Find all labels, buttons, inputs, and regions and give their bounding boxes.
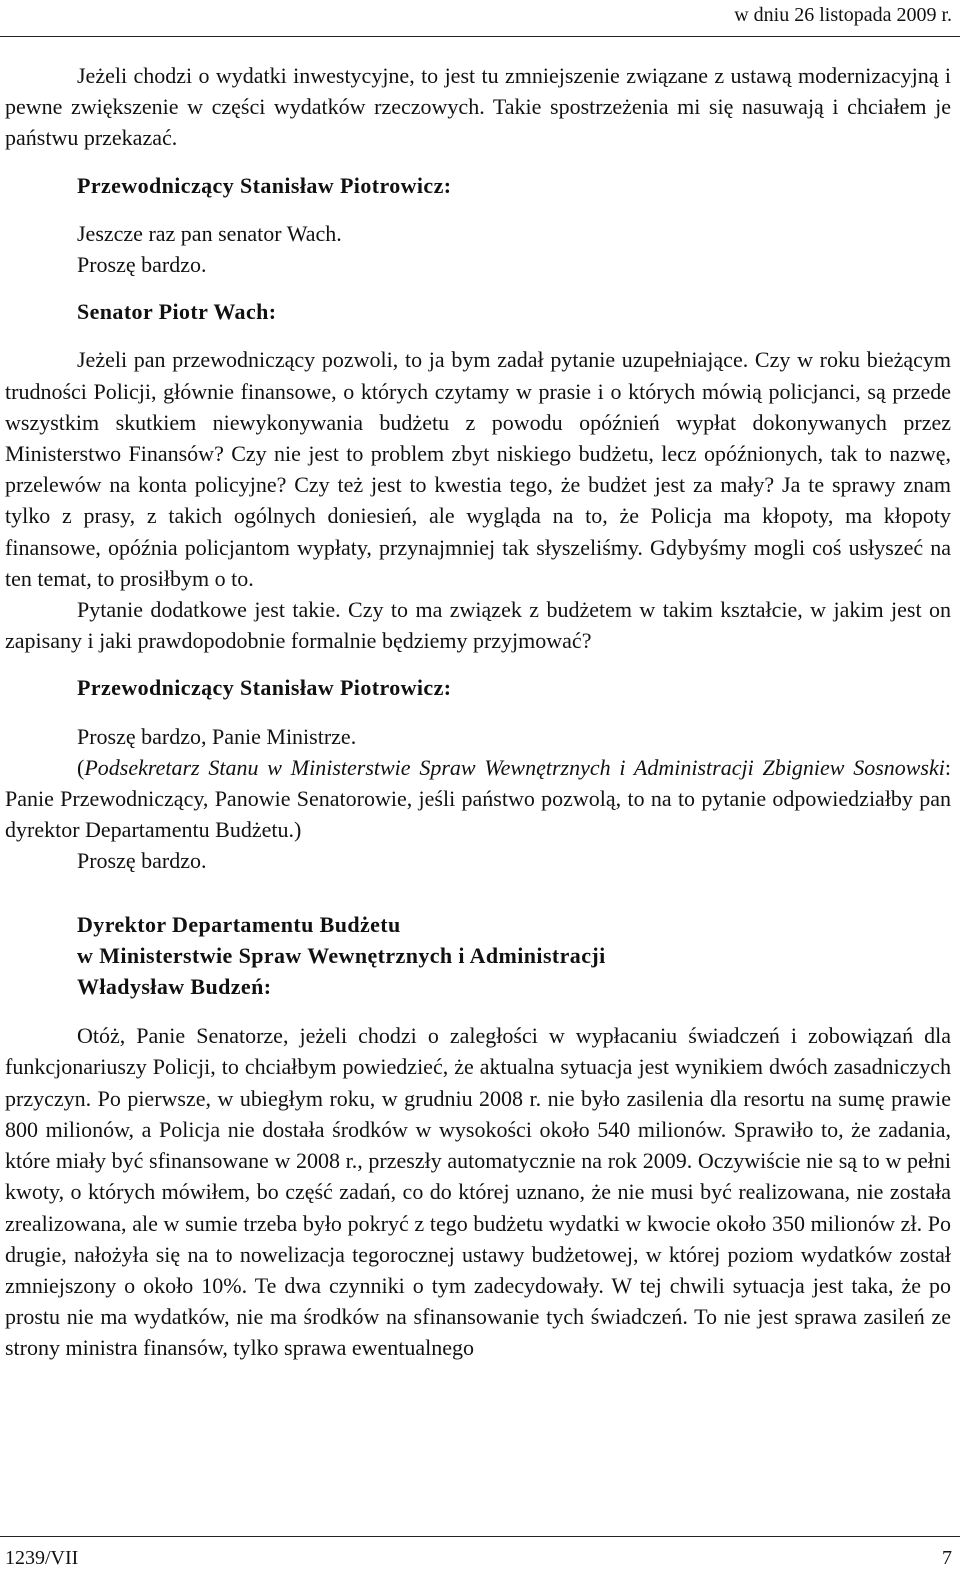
paragraph: Jeszcze raz pan senator Wach.: [77, 220, 342, 246]
paren-open: (: [77, 754, 85, 780]
paragraph: Proszę bardzo.: [77, 252, 207, 278]
speaker-heading: Senator Piotr Wach:: [77, 299, 277, 325]
paragraph-stage-direction: [5, 752, 951, 846]
speaker-heading: Przewodniczący Stanisław Piotrowicz:: [77, 675, 452, 701]
page-number: 7: [942, 1547, 952, 1569]
stage-direction-text: : Panie Przewodniczący, Panowie Senatorowie, jeśli państwo pozwolą, to na to pytanie odpowiedziałby pan dyrektor Departamentu Budżetu.): [5, 754, 951, 843]
document-number: 1239/VII: [5, 1547, 79, 1569]
page-footer: [0, 1536, 960, 1573]
paragraph: Jeżeli chodzi o wydatki inwestycyjne, to jest tu zmniejszenie związane z ustawą modernizacyjną i pewne zwiększenie w części wydatków rzeczowych. Takie spostrzeżenia mi się nasuwają i chciałem je państwu przekazać.: [5, 63, 951, 151]
document-body: [5, 60, 951, 1364]
paragraph: Jeżeli pan przewodniczący pozwoli, to ja bym zadał pytanie uzupełniające. Czy w roku bieżącym trudności Policji, głównie finansowe, o których czytamy w prasie i o których mówią policjanci, są przede wszystkim skutkiem niewykonywania budżetu z powodu opóźnień wypłat dokonywanych przez Ministerstwo Finansów? Czy nie jest to problem zbyt niskiego budżetu, lecz opóźnionych, tak to nazwę, przelewów na konta policyjne? Czy też jest to kwestia tego, że budżet jest za mały? Ja te sprawy znam tylko z prasy, z takich ogólnych doniesień, ale wygląda na to, że Policja ma kłopoty, ma kłopoty finansowe, opóźnia policjantom wypłaty, przynajmniej tak słyszeliśmy. Gdybyśmy mogli coś usłyszeć na ten temat, to prosiłbym o to.: [5, 347, 951, 591]
speaker-heading-line: w Ministerstwie Spraw Wewnętrznych i Administracji: [77, 942, 606, 968]
speaker-heading-line: Władysław Budzeń:: [77, 974, 272, 1000]
page-header: [0, 0, 960, 37]
paragraph: Otóż, Panie Senatorze, jeżeli chodzi o zaległości w wypłacaniu świadczeń i zobowiązań dla funkcjonariuszy Policji, to chciałbym powiedzieć, że aktualna sytuacja jest wynikiem dwóch zasadniczych przyczyn. Po pierwsze, w ubiegłym roku, w grudniu 2008 r. nie było zasilenia dla resortu na sumę prawie 800 milionów, a Policja nie dostała środków w wysokości około 540 milionów. Sprawiło to, że zadania, które miały być sfinansowane w 2008 r., przeszły automatycznie na rok 2009. Oczywiście nie są to w pełni kwoty, o których mówiłem, bo część zadań, co do której uznano, że nie musi być realizowana, nie została zrealizowana, ale w sumie trzeba było pokryć z tego budżetu wydatki w kwocie około 350 milionów zł. Po drugie, nałożyła się na to nowelizacja tegorocznej ustawy budżetowej, w której poziom wydatków został zmniejszony o około 10%. Te dwa czynniki o tym zadecydowały. W tej chwili sytuacja jest taka, że po prostu nie ma wydatków, nie ma środków na sfinansowanie tych świadczeń. To nie jest sprawa zasileń ze strony ministra finansów, tylko sprawa ewentualnego: [5, 1023, 951, 1361]
speaker-heading: [5, 909, 951, 1003]
header-date: w dniu 26 listopada 2009 r.: [734, 4, 952, 26]
paragraph: Proszę bardzo, Panie Ministrze.: [77, 723, 357, 749]
speaker-role-italic: Podsekretarz Stanu w Ministerstwie Spraw Wewnętrznych i Administracji Zbigniew Sosnowski: [84, 754, 945, 780]
paragraph: Pytanie dodatkowe jest takie. Czy to ma związek z budżetem w takim kształcie, w jakim jest on zapisany i jaki prawdopodobnie formalnie będziemy przyjmować?: [5, 597, 951, 654]
speaker-heading-line: Dyrektor Departamentu Budżetu: [77, 911, 401, 937]
speaker-heading: Przewodniczący Stanisław Piotrowicz:: [77, 172, 452, 198]
paragraph: Proszę bardzo.: [77, 848, 207, 874]
